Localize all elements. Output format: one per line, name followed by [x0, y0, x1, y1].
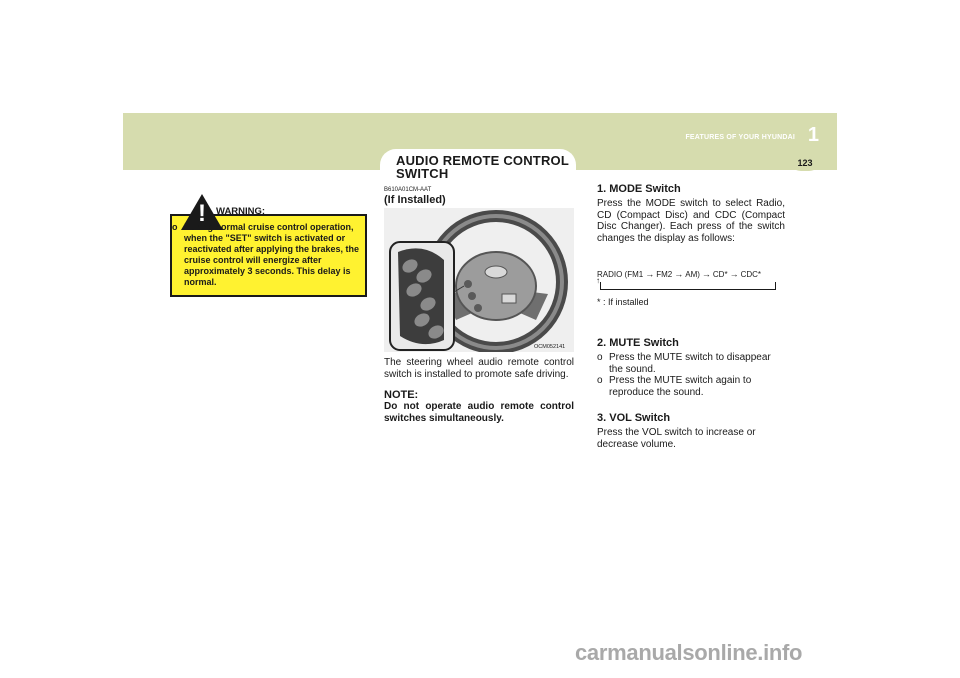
list-item-text: Press the MUTE switch to disappear the sound.	[609, 352, 771, 375]
steering-wheel-figure	[384, 208, 574, 352]
right-arrow-icon: →	[701, 269, 711, 279]
figure-code: OCM052141	[534, 344, 566, 350]
mode-sequence	[597, 269, 785, 279]
list-item-text: Press the MUTE switch again to reproduce the sound.	[609, 375, 752, 398]
sequence-step: AM)	[685, 269, 700, 279]
vol-switch-text: Press the VOL switch to increase or decrease volume.	[597, 427, 756, 450]
mute-switch-list	[597, 352, 785, 398]
chapter-title: FEATURES OF YOUR HYUNDAI	[685, 134, 795, 141]
warning-item	[172, 222, 364, 288]
section-title: AUDIO REMOTE CONTROL SWITCH	[396, 153, 569, 181]
page-number: 123	[797, 158, 813, 168]
list-item	[597, 352, 785, 375]
bullet: o	[597, 352, 603, 363]
footnote: * : If installed	[597, 297, 649, 307]
note-text: Do not operate audio remote control switches simultaneously.	[384, 401, 574, 424]
sequence-step: CDC*	[740, 269, 762, 279]
chapter-number: 1	[807, 124, 819, 146]
right-arrow-icon: →	[729, 269, 739, 279]
warning-item-text: During normal cruise control operation, when the "SET" switch is activated or reactivated after applying the brakes, the cruise control will energize after approximately 3 seconds. This delay is normal.	[184, 222, 360, 287]
sequence-step: FM2	[656, 269, 673, 279]
sequence-step: CD*	[712, 269, 728, 279]
if-installed-subtitle: (If Installed)	[384, 194, 446, 206]
right-arrow-icon: →	[645, 269, 655, 279]
bullet: o	[172, 222, 178, 232]
note-title: NOTE:	[384, 389, 419, 401]
mode-switch-text: Press the MODE switch to select Radio, CD (Compact Disc) and CDC (Compact Disc Changer). Each press of the switch changes the display as follows:	[597, 198, 785, 244]
up-arrow-icon: ↑	[596, 276, 600, 285]
bullet: o	[597, 375, 603, 386]
mode-switch-title: 1. MODE Switch	[597, 183, 681, 195]
right-arrow-icon: →	[674, 269, 684, 279]
warning-list	[172, 222, 364, 288]
vol-switch-title: 3. VOL Switch	[597, 412, 671, 424]
section-body: The steering wheel audio remote control switch is installed to promote safe driving.	[384, 357, 574, 380]
warning-title: WARNING:	[216, 206, 266, 217]
steering-wheel-illustration	[384, 208, 574, 352]
watermark[interactable]: carmanualsonline.info	[575, 640, 803, 665]
reference-code: B610A01CM-AAT	[384, 187, 432, 193]
mute-switch-title: 2. MUTE Switch	[597, 337, 679, 349]
list-item	[597, 375, 785, 398]
sequence-return-line	[600, 282, 776, 290]
exclamation-mark: !	[198, 200, 206, 227]
sequence-step: RADIO (FM1	[597, 269, 644, 279]
